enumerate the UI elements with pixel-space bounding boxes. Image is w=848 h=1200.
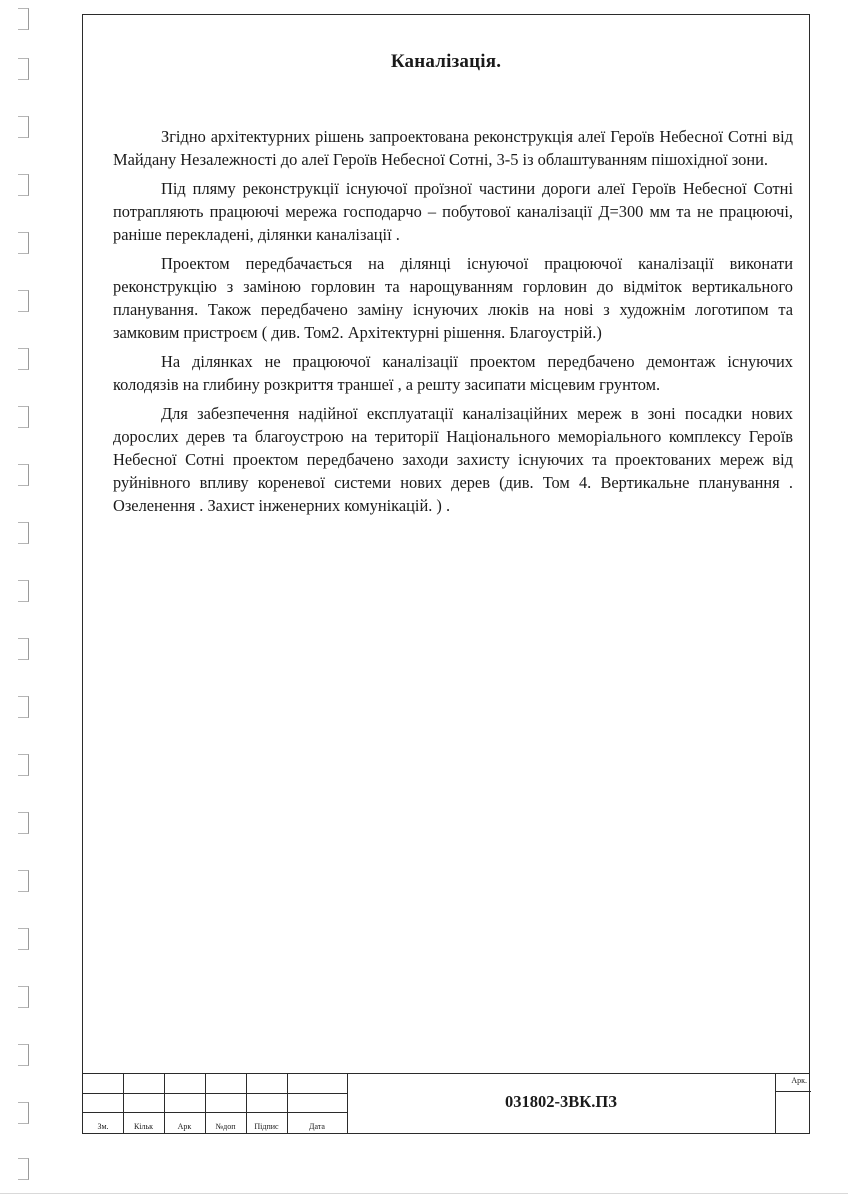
- binding-hole: [18, 696, 29, 718]
- binding-hole: [18, 8, 29, 30]
- paragraph: Проектом передбачається на ділянці існуючої працюючої каналізації виконати реконструкцію з заміною горловин та нарощуванням горловин до відміток вертикального планування. Також передбачено заміну існуючих люків на нові з художнім логотипом та замковим пристроєм ( див. Том2. Архітектурні рішення. Благоустрій.): [113, 254, 793, 342]
- binding-hole: [18, 580, 29, 602]
- binding-hole: [18, 638, 29, 660]
- binding-hole: [18, 928, 29, 950]
- paragraph: Для забезпечення надійної експлуатації каналізаційних мереж в зоні посадки нових дорослих дерев та благоустрою на території Національного меморіального комплексу Героїв Небесної Сотні проектом передбачено заходи захисту існуючих та проектованих мереж від руйнівного впливу кореневої системи нових дерев (див. Том 4. Вертикальне планування . Озеленення . Захист інженерних комунікацій. ) .: [113, 404, 793, 515]
- title-block: [83, 1073, 809, 1133]
- page-edge: [0, 1193, 848, 1194]
- binding-hole: [18, 290, 29, 312]
- grid-line: [83, 1093, 347, 1094]
- binding-edge: [18, 8, 32, 1188]
- binding-hole: [18, 464, 29, 486]
- header-date: Дата: [309, 1122, 325, 1131]
- binding-hole: [18, 754, 29, 776]
- binding-hole: [18, 348, 29, 370]
- paragraph: На ділянках не працюючої каналізації проектом передбачено демонтаж існуючих колодязів на глибину розкриття траншеї , а решту засипати місцевим грунтом.: [113, 352, 793, 394]
- header-quantity: Кільк: [133, 1122, 154, 1131]
- header-change: Зм.: [97, 1122, 109, 1131]
- binding-hole: [18, 406, 29, 428]
- grid-line: [775, 1074, 776, 1133]
- binding-hole: [18, 986, 29, 1008]
- binding-hole: [18, 1102, 29, 1124]
- header-sheet: Арк: [177, 1122, 192, 1131]
- binding-hole: [18, 232, 29, 254]
- page-title: Каналізація.: [390, 51, 502, 72]
- document-code: 031802-3ВК.ПЗ: [505, 1092, 617, 1111]
- paragraph: Згідно архітектурних рішень запроектована реконструкція алеї Героїв Небесної Сотні від Майдану Незалежності до алеї Героїв Небесної Сотні, 3-5 із облаштуванням пішохідної зони.: [113, 127, 793, 169]
- binding-hole: [18, 58, 29, 80]
- sheet-label: Арк.: [791, 1076, 807, 1085]
- paragraph: Під пляму реконструкції існуючої проїзної частини дороги алеї Героїв Небесної Сотні потрапляють працюючі мережа господарчо – побутової каналізації Д=300 мм та не працюючі, раніше перекладені, ділянки каналізації .: [113, 179, 793, 244]
- binding-hole: [18, 1158, 29, 1180]
- document-body: [113, 125, 793, 523]
- binding-hole: [18, 812, 29, 834]
- drawing-frame: [82, 14, 810, 1134]
- binding-hole: [18, 1044, 29, 1066]
- binding-hole: [18, 174, 29, 196]
- header-doc-number: №доп: [215, 1122, 236, 1131]
- grid-line: [83, 1112, 347, 1113]
- binding-hole: [18, 870, 29, 892]
- grid-line: [775, 1091, 811, 1092]
- binding-hole: [18, 522, 29, 544]
- binding-hole: [18, 116, 29, 138]
- header-signature: Підпис: [254, 1122, 279, 1131]
